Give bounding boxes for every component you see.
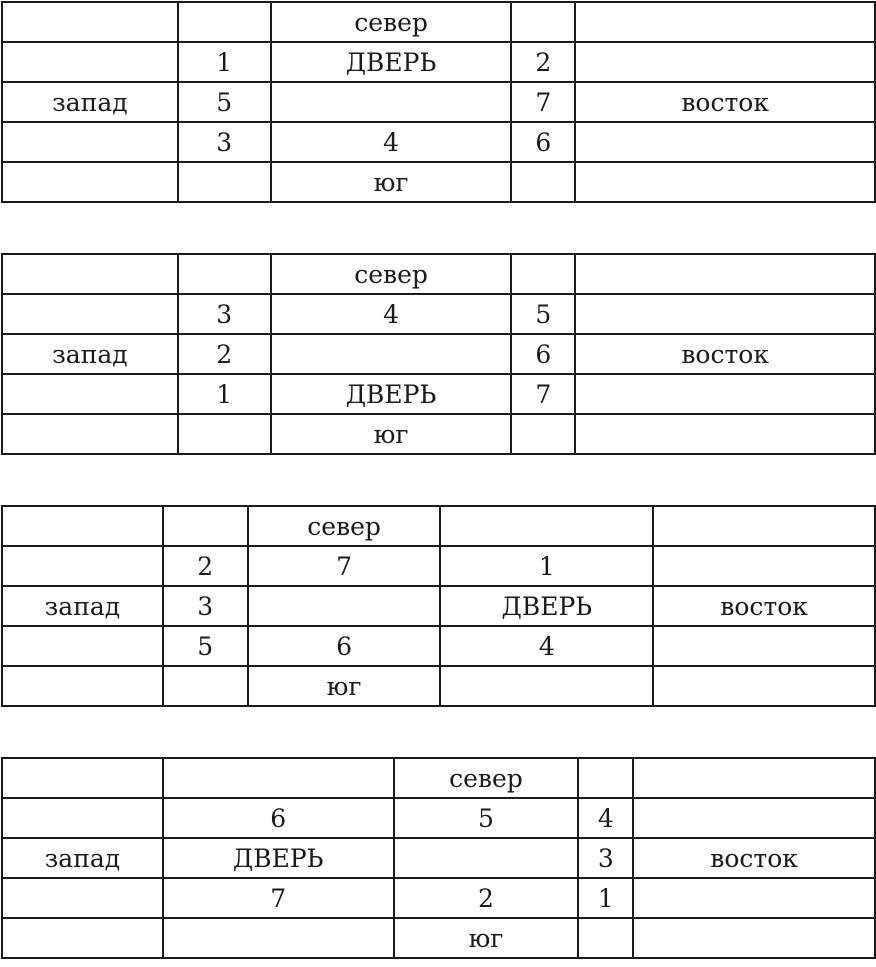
grid-cell: 5 bbox=[163, 626, 248, 666]
grid-cell bbox=[163, 666, 248, 706]
grid-cell bbox=[2, 414, 178, 454]
grid-cell bbox=[2, 666, 163, 706]
grid-cell bbox=[575, 42, 875, 82]
grid-cell: 6 bbox=[248, 626, 441, 666]
grid-row bbox=[2, 374, 875, 414]
grid-cell bbox=[575, 414, 875, 454]
grid-cell bbox=[2, 506, 163, 546]
grid-cell bbox=[2, 122, 178, 162]
grid-cell: 2 bbox=[511, 42, 575, 82]
grid-cell: 6 bbox=[163, 798, 394, 838]
grid-cell bbox=[271, 334, 512, 374]
grid-cell: 2 bbox=[163, 546, 248, 586]
grid-cell: 6 bbox=[511, 334, 575, 374]
grid-cell: 3 bbox=[578, 838, 633, 878]
grid-cell: ДВЕРЬ bbox=[163, 838, 394, 878]
grid-cell: 2 bbox=[178, 334, 271, 374]
south-label: юг bbox=[271, 414, 512, 454]
grid-cell: 7 bbox=[511, 82, 575, 122]
east-label: восток bbox=[575, 334, 875, 374]
grid-cell bbox=[653, 546, 875, 586]
grid-row bbox=[2, 838, 875, 878]
grid-cell bbox=[511, 2, 575, 42]
east-label: восток bbox=[633, 838, 875, 878]
grid-cell bbox=[633, 758, 875, 798]
grid-row bbox=[2, 878, 875, 918]
room-grid-1 bbox=[1, 1, 876, 203]
grid-cell bbox=[653, 506, 875, 546]
grid-row-south bbox=[2, 666, 875, 706]
grid-cell: ДВЕРЬ bbox=[440, 586, 653, 626]
grid-cell bbox=[178, 254, 271, 294]
grid-cell: 1 bbox=[178, 42, 271, 82]
grid-cell bbox=[511, 162, 575, 202]
grid-cell: 7 bbox=[163, 878, 394, 918]
grid-cell bbox=[575, 162, 875, 202]
grid-cell: ДВЕРЬ bbox=[271, 42, 512, 82]
grid-row bbox=[2, 334, 875, 374]
grid-row bbox=[2, 122, 875, 162]
room-grid-2 bbox=[1, 253, 876, 455]
grid-cell bbox=[163, 758, 394, 798]
grid-cell bbox=[575, 2, 875, 42]
south-label: юг bbox=[271, 162, 512, 202]
grid-row-north bbox=[2, 506, 875, 546]
north-label: север bbox=[248, 506, 441, 546]
grid-cell: 3 bbox=[178, 294, 271, 334]
west-label: запад bbox=[2, 82, 178, 122]
grid-cell bbox=[575, 122, 875, 162]
east-label: восток bbox=[575, 82, 875, 122]
room-grid-3 bbox=[1, 505, 876, 707]
grid-row bbox=[2, 82, 875, 122]
grid-cell: 1 bbox=[578, 878, 633, 918]
grid-cell bbox=[578, 758, 633, 798]
grid-row-north bbox=[2, 254, 875, 294]
grid-cell: 4 bbox=[578, 798, 633, 838]
grid-row-north bbox=[2, 2, 875, 42]
grid-cell bbox=[394, 838, 579, 878]
grid-cell bbox=[2, 2, 178, 42]
grid-cell bbox=[575, 374, 875, 414]
grid-cell: 4 bbox=[271, 122, 512, 162]
grid-cell bbox=[178, 2, 271, 42]
grid-cell: 7 bbox=[248, 546, 441, 586]
grid-cell bbox=[178, 414, 271, 454]
grid-cell: 4 bbox=[440, 626, 653, 666]
grid-cell bbox=[633, 878, 875, 918]
grid-row bbox=[2, 586, 875, 626]
grid-cell bbox=[271, 82, 512, 122]
grid-row bbox=[2, 626, 875, 666]
grid-row bbox=[2, 42, 875, 82]
grid-cell bbox=[511, 414, 575, 454]
west-label: запад bbox=[2, 838, 163, 878]
grid-row bbox=[2, 798, 875, 838]
north-label: север bbox=[394, 758, 579, 798]
grid-row-south bbox=[2, 414, 875, 454]
grid-cell: 7 bbox=[511, 374, 575, 414]
grid-cell bbox=[163, 506, 248, 546]
grid-cell bbox=[2, 798, 163, 838]
grid-cell bbox=[440, 506, 653, 546]
grid-cell bbox=[163, 918, 394, 958]
grid-cell bbox=[2, 294, 178, 334]
grid-cell bbox=[2, 918, 163, 958]
grid-cell bbox=[2, 626, 163, 666]
grid-cell: 2 bbox=[394, 878, 579, 918]
grid-row bbox=[2, 546, 875, 586]
grid-cell bbox=[653, 666, 875, 706]
grid-cell bbox=[633, 798, 875, 838]
grid-cell bbox=[575, 254, 875, 294]
grid-cell: 5 bbox=[511, 294, 575, 334]
grid-cell bbox=[575, 294, 875, 334]
grid-row bbox=[2, 294, 875, 334]
grid-cell: ДВЕРЬ bbox=[271, 374, 512, 414]
grid-cell bbox=[440, 666, 653, 706]
grid-row-south bbox=[2, 918, 875, 958]
grid-cell: 3 bbox=[178, 122, 271, 162]
grid-cell: 5 bbox=[178, 82, 271, 122]
grid-cell bbox=[2, 374, 178, 414]
grid-cell bbox=[2, 162, 178, 202]
south-label: юг bbox=[248, 666, 441, 706]
north-label: север bbox=[271, 254, 512, 294]
grid-cell: 1 bbox=[440, 546, 653, 586]
grid-cell bbox=[2, 878, 163, 918]
grid-cell bbox=[2, 42, 178, 82]
grid-cell: 3 bbox=[163, 586, 248, 626]
grid-row-south bbox=[2, 162, 875, 202]
grid-cell: 4 bbox=[271, 294, 512, 334]
west-label: запад bbox=[2, 334, 178, 374]
grid-row-north bbox=[2, 758, 875, 798]
grid-cell bbox=[653, 626, 875, 666]
grid-cell bbox=[2, 758, 163, 798]
grid-cell bbox=[2, 254, 178, 294]
grid-cell bbox=[511, 254, 575, 294]
grid-cell: 6 bbox=[511, 122, 575, 162]
grid-cell bbox=[2, 546, 163, 586]
grid-cell bbox=[248, 586, 441, 626]
grid-cell bbox=[633, 918, 875, 958]
north-label: север bbox=[271, 2, 512, 42]
grid-cell bbox=[578, 918, 633, 958]
east-label: восток bbox=[653, 586, 875, 626]
grid-cell: 5 bbox=[394, 798, 579, 838]
grid-cell: 1 bbox=[178, 374, 271, 414]
grid-cell bbox=[178, 162, 271, 202]
west-label: запад bbox=[2, 586, 163, 626]
south-label: юг bbox=[394, 918, 579, 958]
room-grid-4 bbox=[1, 757, 876, 959]
